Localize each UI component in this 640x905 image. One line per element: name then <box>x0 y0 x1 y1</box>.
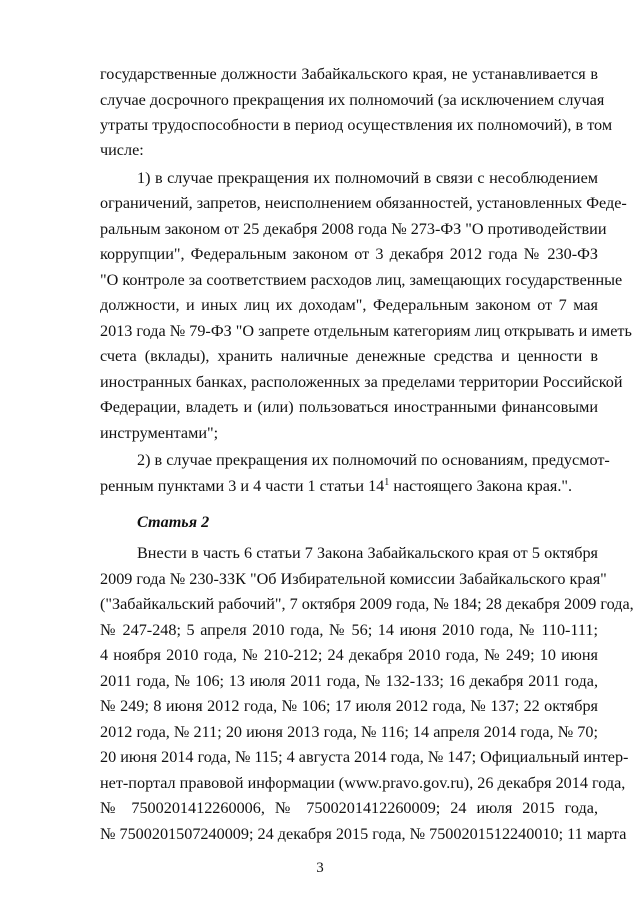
item-1-line: "О контроле за соответствием расходов лиц, замещающих государственные <box>100 271 623 289</box>
item-2-line <box>100 476 598 496</box>
paragraph-line: государственные должности Забайкальского края, не устанавливается в <box>100 65 598 83</box>
item-1-line: должности, и иных лиц их доходам", Федеральным законом от 7 мая <box>100 296 598 314</box>
paragraph-line: числе: <box>100 141 144 159</box>
item-1-line: 2013 года № 79-ФЗ "О запрете отдельным категориям лиц открывать и иметь <box>100 322 632 340</box>
item-1-line: Федерации, владеть и (или) пользоваться иностранными финансовыми <box>100 398 598 416</box>
article-2-line: № 247-248; 5 апреля 2010 года, № 56; 14 июня 2010 года, № 110-111; <box>100 621 598 639</box>
article-2-line: Внести в часть 6 статьи 7 Закона Забайкальского края от 5 октября <box>137 544 598 562</box>
item-1-line: иностранных банках, расположенных за пределами территории Российской <box>100 373 623 391</box>
article-2-line: № 7500201412260006, № 7500201412260009; 24 июля 2015 года, <box>100 799 598 817</box>
item-1-line: ральным законом от 25 декабря 2008 года № 273-ФЗ "О противодействии <box>100 220 607 238</box>
page-number: 3 <box>316 860 324 876</box>
article-2-line: № 249; 8 июня 2012 года, № 106; 17 июля 2012 года, № 137; 22 октября <box>100 697 598 715</box>
item-1-line: коррупции", Федеральным законом от 3 декабря 2012 года № 230-ФЗ <box>100 245 598 263</box>
item-1-line: счета (вклады), хранить наличные денежные средства и ценности в <box>100 347 598 365</box>
paragraph-line: утраты трудоспособности в период осуществления их полномочий), в том <box>100 116 613 134</box>
article-heading: Статья 2 <box>137 513 210 531</box>
paragraph-line: случае досрочного прекращения их полномочий (за исключением случая <box>100 91 605 109</box>
article-2-line: 2011 года, № 106; 13 июля 2011 года, № 132-133; 16 декабря 2011 года, <box>100 672 598 690</box>
article-2-line: 2009 года № 230-ЗЗК "Об Избирательной комиссии Забайкальского края" <box>100 570 607 588</box>
item-2-text: ренным пунктами 3 и 4 части 1 статьи 14 <box>100 477 385 495</box>
item-1-line: 1) в случае прекращения их полномочий в связи с несоблюдением <box>137 169 598 187</box>
article-2-line: 2012 года, № 211; 20 июня 2013 года, № 116; 14 апреля 2014 года, № 70; <box>100 723 598 741</box>
article-superscript: 1 <box>384 477 390 488</box>
article-2-line: 4 ноября 2010 года, № 210-212; 24 декабря 2010 года, № 249; 10 июня <box>100 646 598 664</box>
article-2-line: нет-портал правовой информации (www.pravo.gov.ru), 26 декабря 2014 года, <box>100 774 626 792</box>
article-2-line: ("Забайкальский рабочий", 7 октября 2009 года, № 184; 28 декабря 2009 года, <box>100 595 634 613</box>
item-2-line: 2) в случае прекращения их полномочий по основаниям, предусмот- <box>137 451 610 469</box>
article-2-line: № 7500201507240009; 24 декабря 2015 года, № 7500201512240010; 11 марта <box>100 825 627 843</box>
item-2-text: настоящего Закона края.". <box>389 477 573 495</box>
item-1-line: ограничений, запретов, неисполнением обязанностей, установленных Феде- <box>100 194 627 212</box>
item-1-line: инструментами"; <box>100 424 219 442</box>
article-2-line: 20 июня 2014 года, № 115; 4 августа 2014 года, № 147; Официальный интер- <box>100 748 629 766</box>
